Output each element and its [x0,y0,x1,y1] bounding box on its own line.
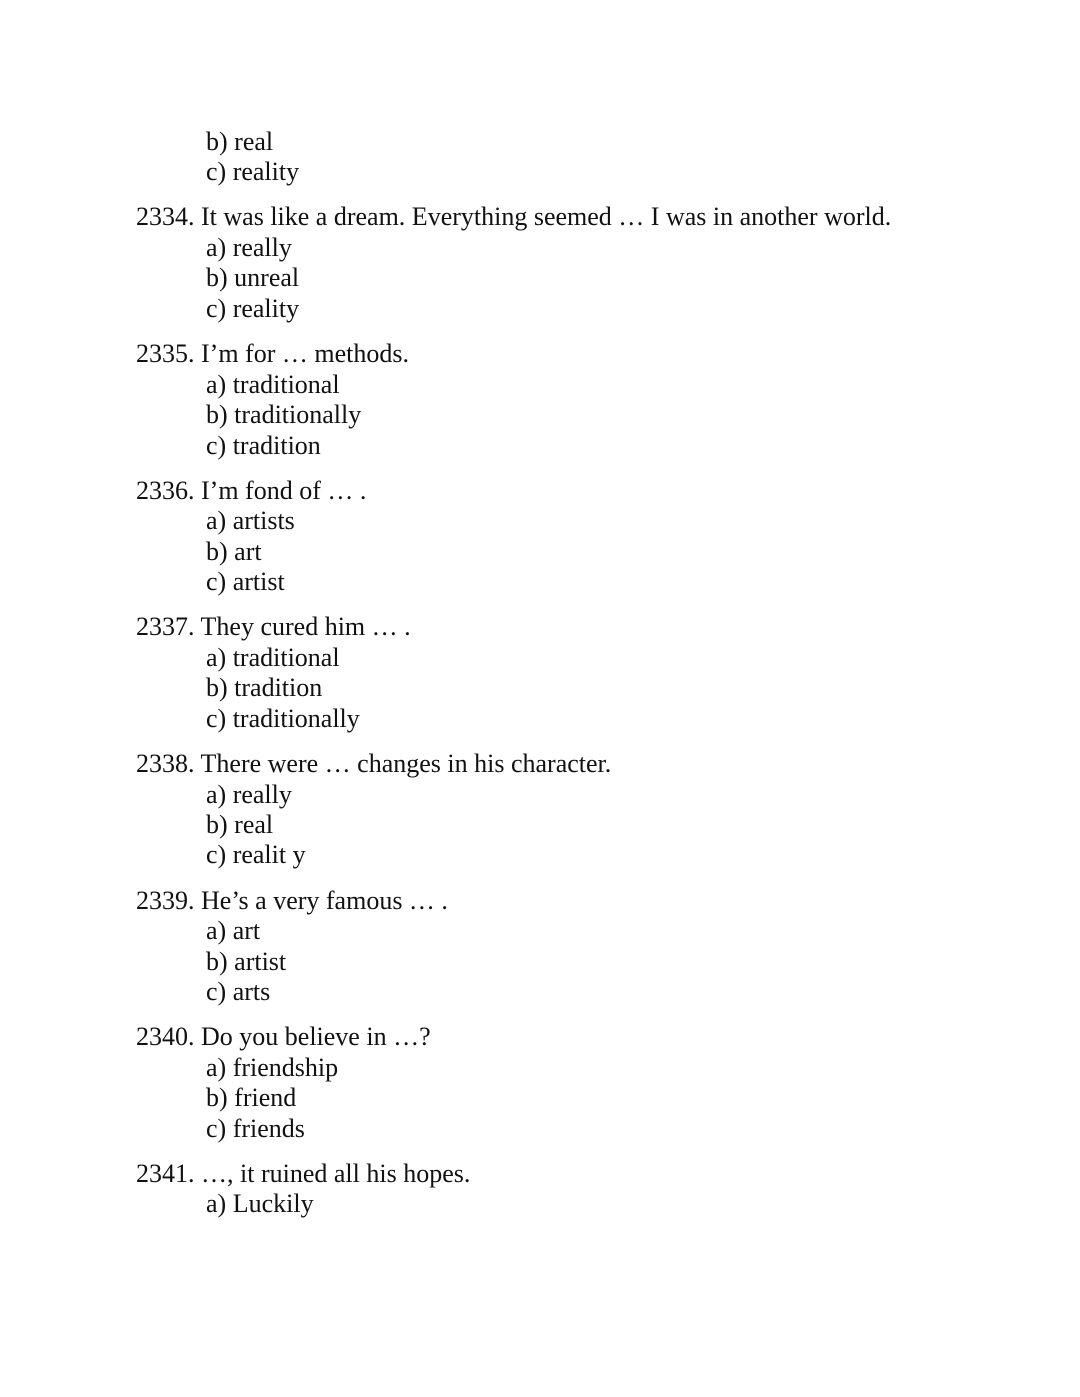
option-b: b) unreal [206,263,300,292]
question-text: There were … changes in his character. [200,749,612,778]
question-stem [136,749,611,779]
question-number: 2336. [136,476,195,505]
question-number: 2339. [136,886,195,915]
question-text: I’m for … methods. [201,339,409,368]
option-a: a) really [206,233,292,262]
question-stem [136,476,366,506]
option-b: b) art [206,537,262,566]
question-stem [136,339,409,369]
question-stem [136,886,448,916]
option-b: b) friend [206,1083,297,1112]
option-a: a) traditional [206,643,340,672]
question-number: 2338. [136,749,195,778]
question-number: 2341. [136,1159,195,1188]
option-c: c) realit y [206,840,306,869]
option-a: a) friendship [206,1053,339,1082]
option-a: a) really [206,780,292,809]
question-stem [136,1159,470,1189]
question-number: 2340. [136,1022,195,1051]
option-c: c) artist [206,567,285,596]
option-a: a) traditional [206,370,340,399]
question-stem [136,612,411,642]
option-a: a) art [206,916,261,945]
question-text: He’s a very famous … . [201,886,448,915]
option-c: c) arts [206,977,271,1006]
question-stem [136,202,891,232]
question-text: Do you believe in …? [201,1022,431,1051]
question-text: I’m fond of … . [201,476,367,505]
question-number: 2335. [136,339,195,368]
question-text: …, it ruined all his hopes. [201,1159,471,1188]
option-c: c) friends [206,1114,305,1143]
option-a: a) artists [206,506,295,535]
option-c: c) traditionally [206,704,360,733]
option-b: b) real [206,127,274,156]
question-number: 2337. [136,612,195,641]
question-text: It was like a dream. Everything seemed … I was in another world. [201,202,892,231]
option-c: c) reality [206,157,300,186]
question-text: They cured him … . [200,612,411,641]
question-stem [136,1022,431,1052]
option-b: b) traditionally [206,400,362,429]
option-c: c) reality [206,294,300,323]
question-number: 2334. [136,202,195,231]
option-b: b) real [206,810,274,839]
option-a: a) Luckily [206,1189,314,1218]
option-b: b) tradition [206,673,323,702]
option-c: c) tradition [206,431,321,460]
option-b: b) artist [206,947,287,976]
